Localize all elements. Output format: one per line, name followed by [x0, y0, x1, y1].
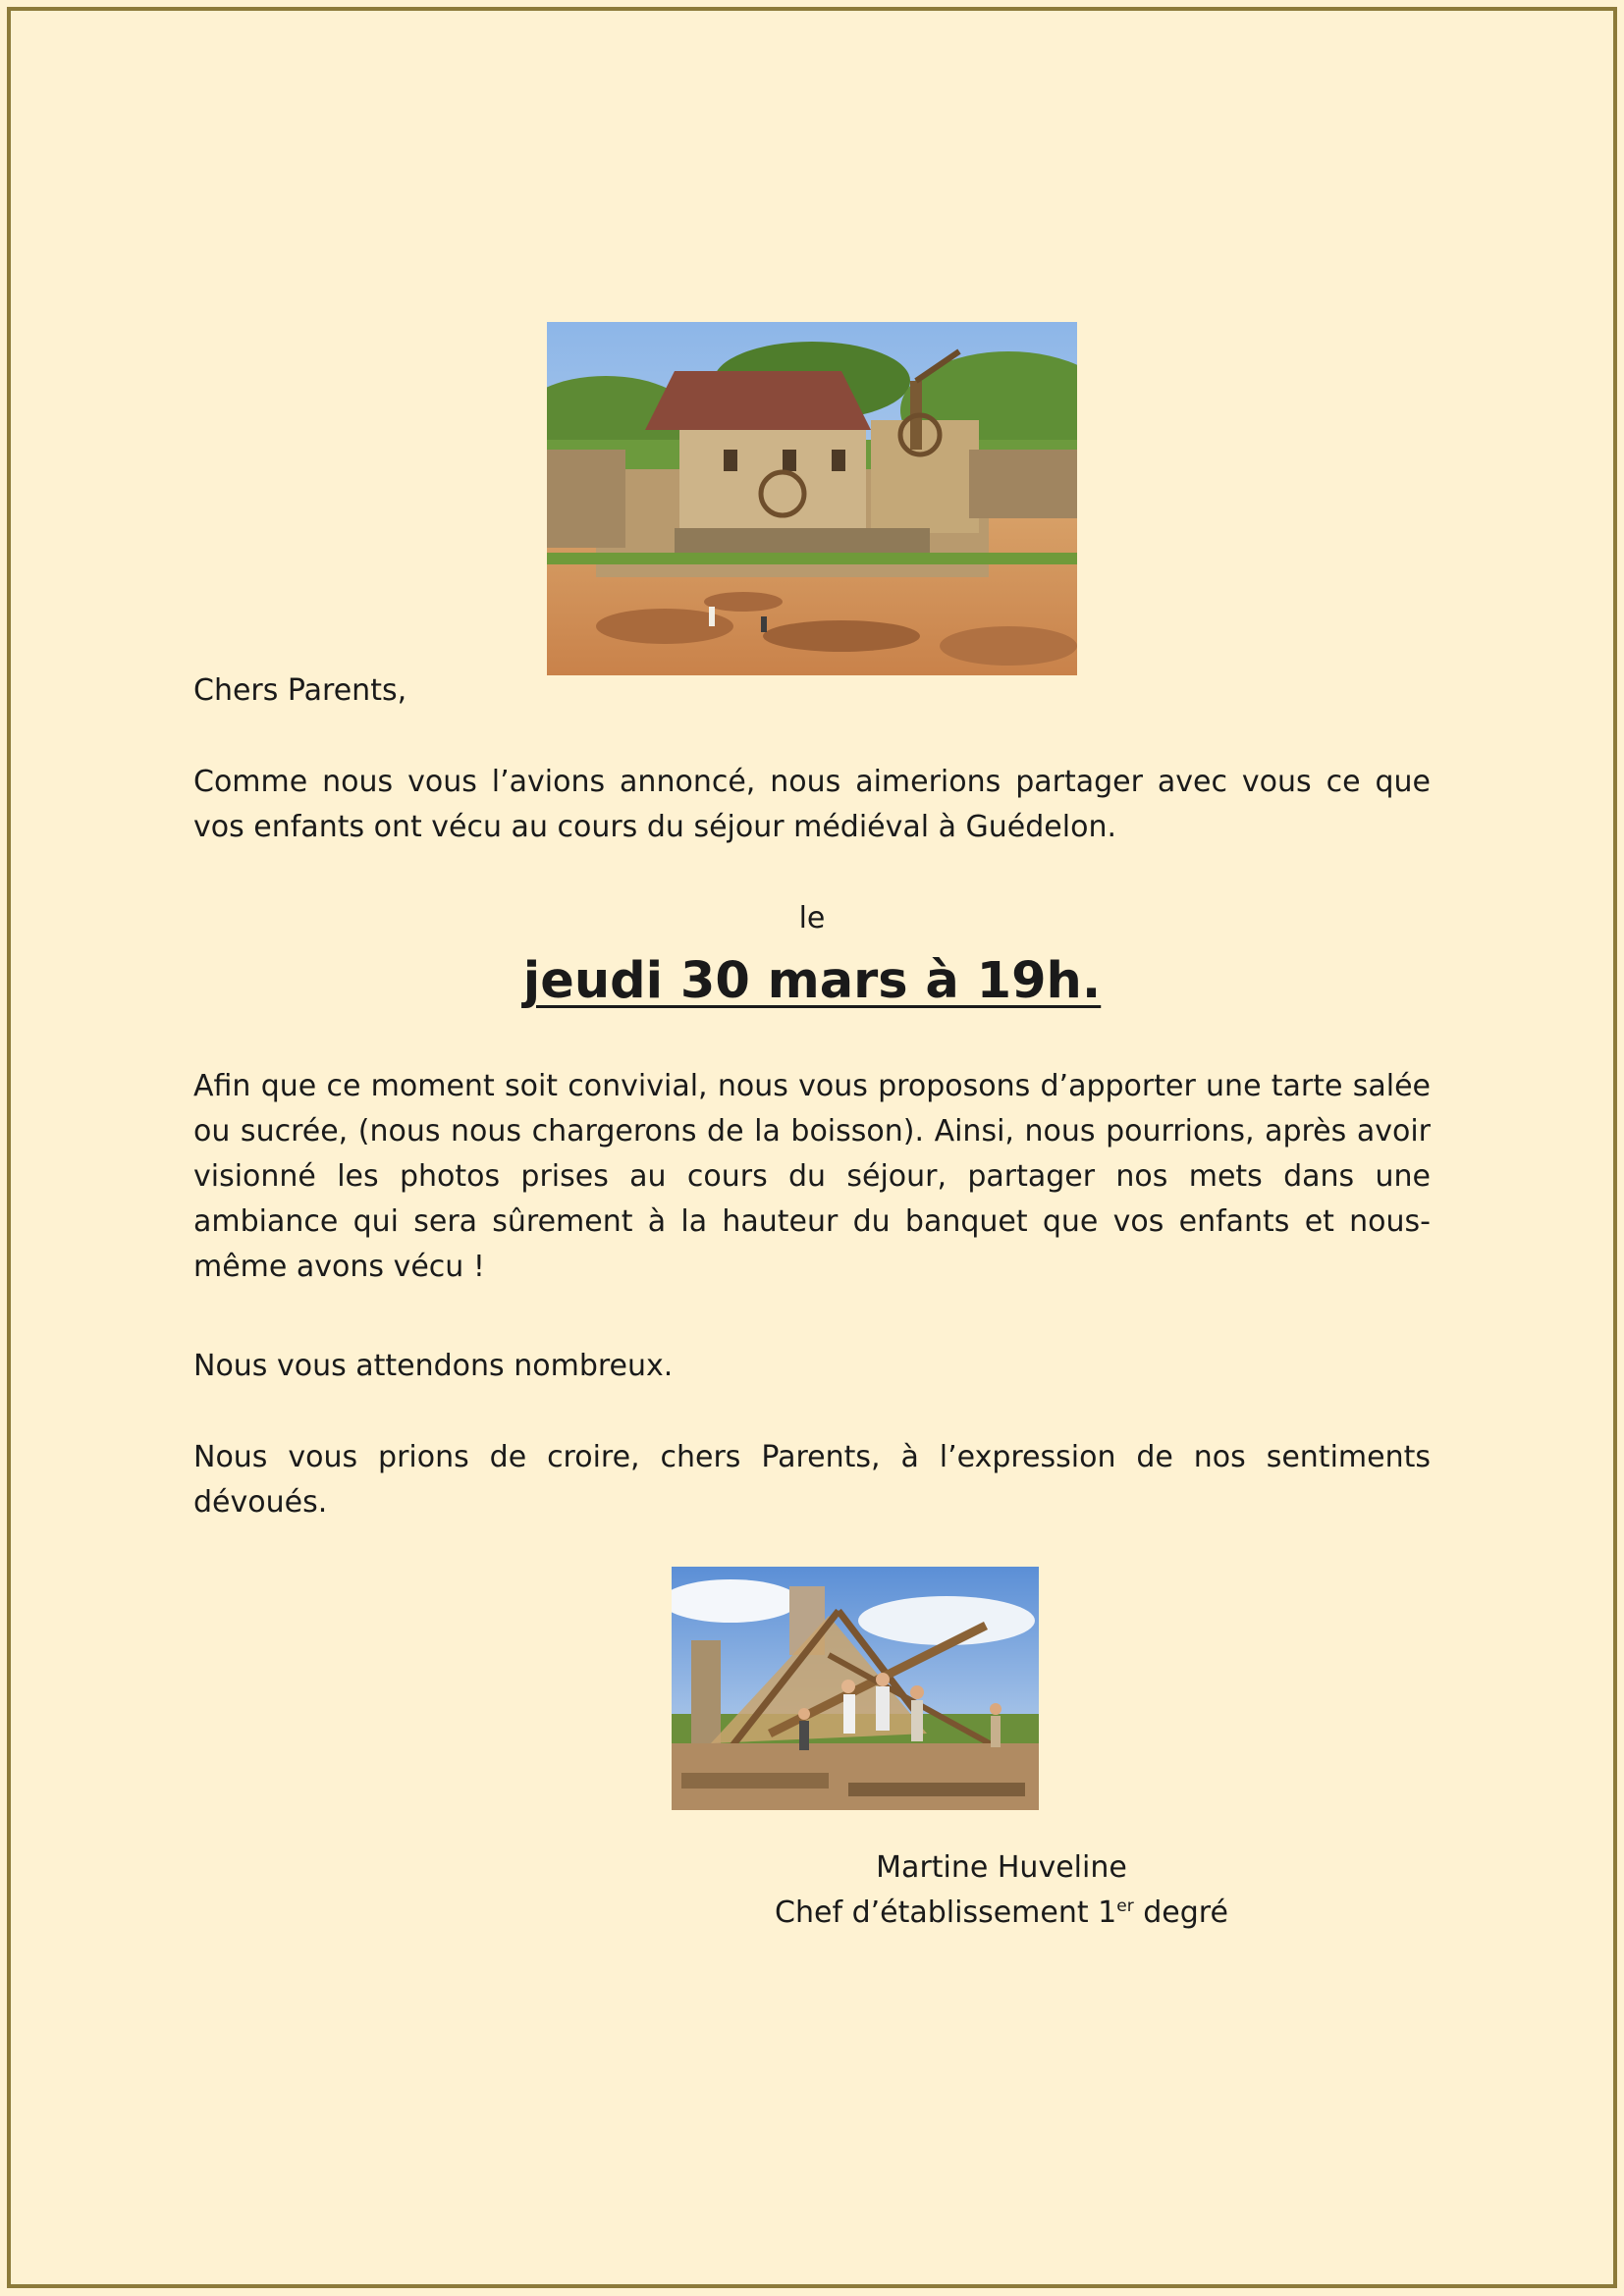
- body-paragraph: Afin que ce moment soit convivial, nous vous proposons d’apporter une tarte salée ou sucrée, (nous nous chargerons de la boisson). Ainsi, nous pourrions, après avoir visionné les photos prises au cours du séjour, partager nos mets dans une ambiance qui sera sûrement à la hauteur du banquet que vos enfants et nous-même avons vécu !: [193, 1069, 1431, 1284]
- signatory-name: Martine Huveline: [876, 1850, 1127, 1885]
- castle-construction-photo: [547, 322, 1077, 675]
- event-date: [193, 942, 1431, 1021]
- signatory-title: [766, 1891, 1237, 1936]
- date-preposition: le: [798, 901, 826, 935]
- signatory-title-superscript: er: [1116, 1896, 1134, 1916]
- intro-paragraph: Comme nous vous l’avions annoncé, nous aimerions partager avec vous ce que vos enfants ont vécu au cours du séjour médiéval à Guédelon.: [193, 765, 1431, 844]
- signatory-title-prefix: Chef d’établissement 1: [775, 1896, 1117, 1930]
- signature-block: [766, 1845, 1237, 1936]
- await-line: Nous vous attendons nombreux.: [193, 1349, 674, 1383]
- event-date-text: jeudi 30 mars à 19h.: [522, 952, 1102, 1010]
- closing-paragraph: Nous vous prions de croire, chers Parents, à l’expression de nos sentiments dévoués.: [193, 1440, 1431, 1520]
- signatory-title-suffix: degré: [1133, 1896, 1228, 1930]
- timber-frame-workers-photo: [672, 1567, 1039, 1810]
- greeting: Chers Parents,: [193, 673, 407, 708]
